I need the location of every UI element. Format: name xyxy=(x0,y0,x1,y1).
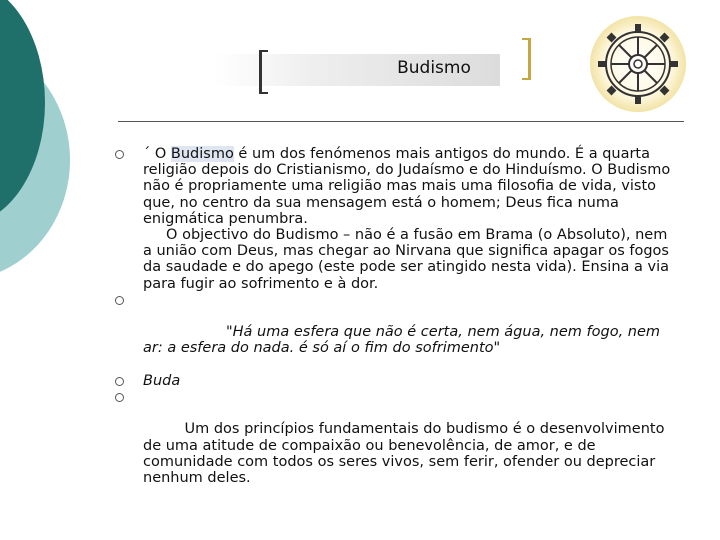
paragraph-prefix: ´ O xyxy=(143,146,171,162)
slide-title: Budismo xyxy=(397,58,471,78)
highlighted-term: Budismo xyxy=(170,146,234,162)
quote-author: Buda xyxy=(143,372,181,389)
paragraph-continuation: O objectivo do Budismo – não é a fusão em Brama (o Absoluto), nem a união com Deus, mas chegar ao Nirvana que significa apagar os fogos da saudade e do apego (este pode ser atingido nesta vida). Ensina a via para fugir ao sofrimento e à dor. xyxy=(143,227,674,292)
quote-text: "Há uma esfera que não é certa, nem água, nem fogo, nem ar: a esfera do nada. é só aí o fim do sofrimento" xyxy=(143,324,665,357)
paragraph-text xyxy=(143,146,670,227)
paragraph-rest: é um dos fenómenos mais antigos do mundo. É a quarta religião depois do Cristianismo, do Judaísmo e do Hinduísmo. O Budismo não é propriamente uma religião mas mais uma filosofia de vida, visto que, no centro da sua mensagem está o homem; Deus fica numa enigmática penumbra. xyxy=(143,146,671,227)
bullet-circle-icon xyxy=(115,393,124,402)
bullet-item xyxy=(113,389,673,502)
title-divider xyxy=(118,121,684,122)
bullet-item xyxy=(113,292,673,373)
bullet-circle-icon xyxy=(115,296,124,305)
bullet-circle-icon xyxy=(115,150,124,159)
bullet-item xyxy=(113,146,673,292)
paragraph-text: Um dos princípios fundamentais do budismo é o desenvolvimento de uma atitude de compaixão ou benevolência, de amor, e de comunidade com todos os seres vivos, sem ferir, ofender ou depreciar nenhum deles. xyxy=(143,421,670,487)
bullet-item xyxy=(113,373,673,389)
dharma-wheel-icon xyxy=(588,14,688,114)
slide-body xyxy=(113,146,673,502)
bullet-circle-icon xyxy=(115,377,124,386)
